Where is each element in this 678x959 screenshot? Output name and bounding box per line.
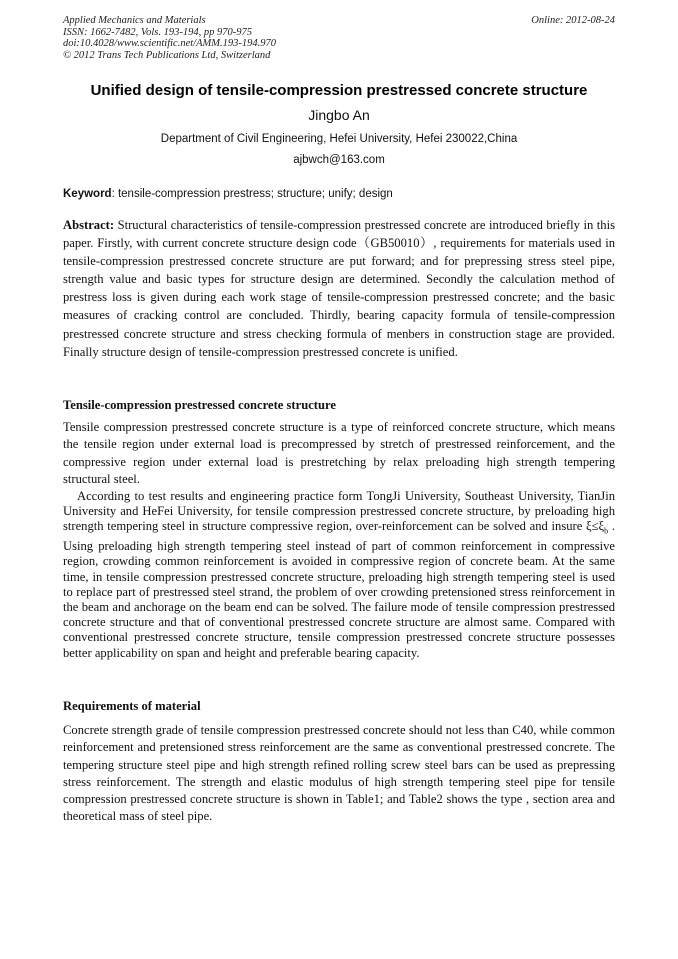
paper-email: ajbwch@163.com <box>293 154 385 166</box>
section1-p2-text-a: According to test results and engineering practice form TongJi University, Southeast University, TianJin University and HeFei University, for tensile compression prestressed concrete structure, by preloading high strength tempering steel in structure compressive region, over-reinforcement can be solved and insure <box>63 489 615 534</box>
section1-p2-text-b: . Using preloading high strength tempering steel instead of part of common reinforcement in compressive region, crowding common reinforcement is avoided in compressive region of concrete beam. At the same time, in tensile compression prestressed concrete structure, preloading high strength tempering steel is used to replace part of prestressed steel strand, the problem of over crowding pretensioned stress reinforcement in the beam and anchorage on the beam end can be solved. The failure mode of tensile compression prestressed concrete structure and that of conventional prestressed concrete structure are almost same. Compared with conventional prestressed concrete structure, tensile compression prestressed concrete structure possesses better applicability on span and height and preferable bearing capacity. <box>63 519 615 660</box>
online-date: Online: 2012-08-24 <box>531 15 615 26</box>
section1-paragraph-1: Tensile compression prestressed concrete structure is a type of reinforced concrete structure, which means the tensile region under external load is precompressed by stretch of prestressed reinforcement, and the compressive region under external load is prestretching by relax preloading high strength tempering structural steel. <box>63 420 615 486</box>
abstract-text: Structural characteristics of tensile-compression prestressed concrete are introduced briefly in this paper. Firstly, with current concrete structure design code（GB50010）, requirements for materials used in tensile-compression prestressed concrete structure are put forward; and for prepressing stress steel pipe, strength value and basic types for structure design are determined. Secondly the calculation method of prestress loss is given during each work stage of tensile-compression prestressed concrete; and the basic measures of cracking control are concluded. Thirdly, bearing capacity formula of tensile-compression prestressed concrete structure and stress checking formula of menbers in construction stage are provided. Finally structure design of tensile-compression prestressed concrete is unified. <box>63 218 615 359</box>
xi-subscript: b <box>604 526 609 536</box>
journal-doi: doi:10.4028/www.scientific.net/AMM.193-194.970 <box>63 38 276 49</box>
keyword-label: Keyword <box>63 188 112 200</box>
paper-affiliation: Department of Civil Engineering, Hefei University, Hefei 230022,China <box>160 133 518 145</box>
abstract <box>63 216 615 361</box>
keyword-list: : tensile-compression prestress; structure; unify; design <box>111 188 393 200</box>
section-heading-material: Requirements of material <box>63 699 201 713</box>
abstract-label: Abstract: <box>63 218 115 232</box>
keywords <box>63 187 615 202</box>
section2-paragraph-1: Concrete strength grade of tensile compression prestressed concrete should not less than C40, while common reinforcement and pretensioned stress reinforcement are the same as conventional prestressed concrete. The tempering structure steel pipe and high strength refined rolling screw steel bars can be used as prepressing stress reinforcement. The strength and elastic modulus of high strength tempering steel pipe for tensile compression prestressed concrete structure is shown in Table1; and Table2 shows the type , section area and theoretical mass of steel pipe. <box>63 723 615 824</box>
journal-name: Applied Mechanics and Materials <box>63 15 206 26</box>
journal-issn: ISSN: 1662-7482, Vols. 193-194, pp 970-975 <box>63 26 252 38</box>
section1-paragraph-2 <box>63 489 615 661</box>
journal-copyright: © 2012 Trans Tech Publications Ltd, Switzerland <box>63 49 271 61</box>
journal-header <box>63 15 615 61</box>
paper-title: Unified design of tensile-compression prestressed concrete structure <box>90 82 588 99</box>
xi-symbol: ξ≤ξ <box>586 519 605 534</box>
section-heading-structure: Tensile-compression prestressed concrete structure <box>63 398 336 412</box>
paper-author: Jingbo An <box>308 107 370 123</box>
